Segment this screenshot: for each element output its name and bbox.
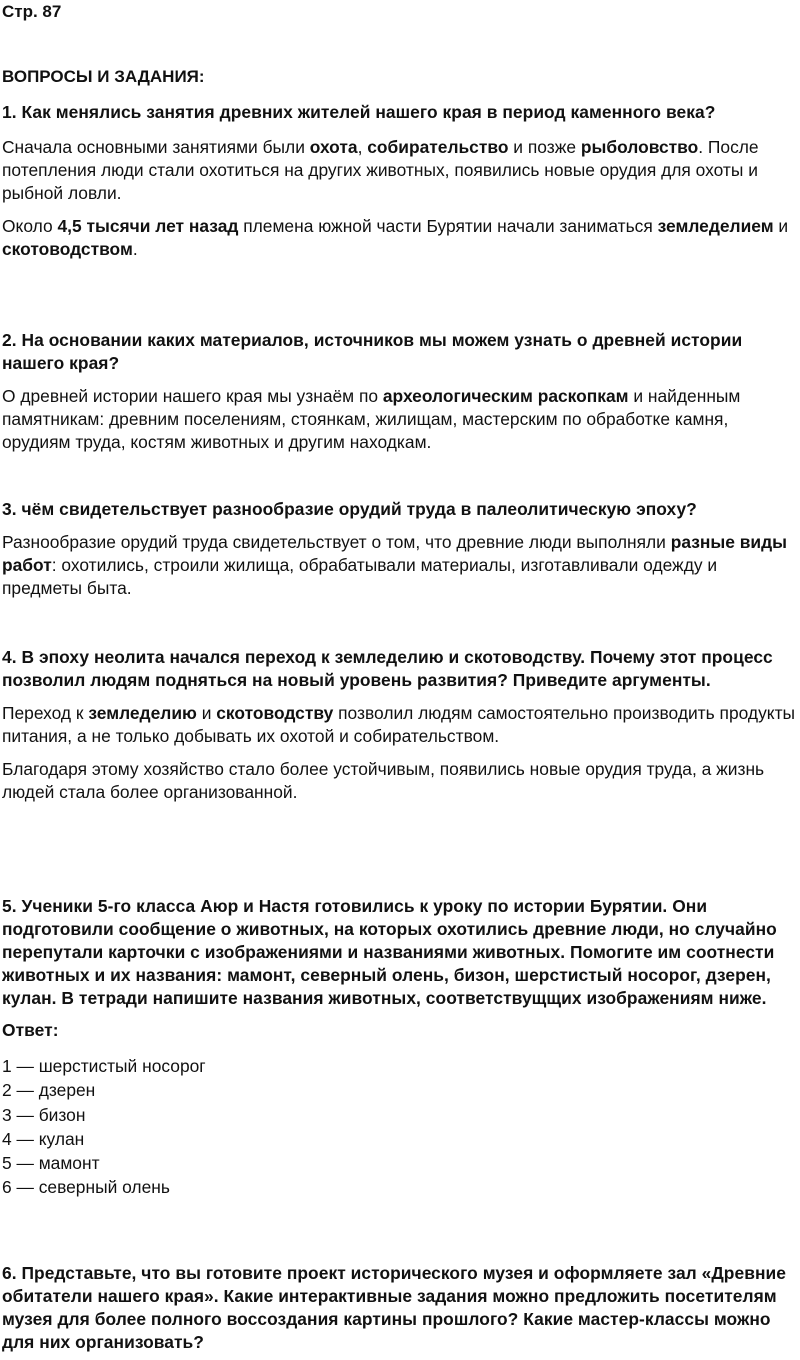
- answer-1-paragraph-1: Сначала основными занятиями были охота, собирательство и позже рыболовство. После потепления люди стали охотиться на других животных, появились новые орудия для охоты и рыбной ловли.: [2, 137, 759, 203]
- question-block-2: [2, 329, 798, 454]
- answer-3-paragraph-1: Разнообразие орудий труда свидетельствует о том, что древние люди выполняли разные виды работ: охотились, строили жилища, обрабатывали материалы, изготавливали одежду и предметы быта.: [2, 532, 788, 598]
- answer-1-paragraph-2: Около 4,5 тысячи лет назад племена южной части Бурятии начали заниматься земледелием и скотоводством.: [2, 216, 789, 259]
- answer-4-paragraph-2: Благодаря этому хозяйство стало более устойчивым, появились новые орудия труда, а жизнь людей стала более организованной.: [2, 759, 765, 802]
- question-block-3: [2, 498, 798, 600]
- question-block-4: [2, 646, 798, 804]
- question-block-6: [2, 1262, 798, 1354]
- question-6-text: 6. Представьте, что вы готовите проект исторического музея и оформляете зал «Древние обитатели нашего края». Какие интерактивные задания можно предложить посетителям музея для более полного воссоздания картины прошлого? Какие мастер-классы можно для них организовать?: [2, 1263, 786, 1352]
- answer-2-paragraph-1: О древней истории нашего края мы узнаём по археологическим раскопкам и найденным памятникам: древним поселениям, стоянкам, жилищам, мастерским по обработке камня, орудиям труда, костям животных и другим находкам.: [2, 386, 741, 452]
- question-5-text: 5. Ученики 5-го класса Аюр и Настя готовились к уроку по истории Бурятии. Они подготовили сообщение о животных, на которых охотились древние люди, но случайно перепутали карточки с изображениями и названиями животных. Помогите им соотнести животных и их названия: мамонт, северный олень, бизон, шерстистый носорог, дзерен, кулан. В тетради напишите названия животных, соответствущщих изображениям ниже.: [2, 896, 777, 1008]
- answer-label: Ответ:: [2, 1020, 59, 1040]
- question-3-text: 3. чём свидетельствует разнообразие орудий труда в палеолитическую эпоху?: [2, 499, 697, 519]
- answer-4-paragraph-1: Переход к земледелию и скотоводству позволил людям самостоятельно производить продукты питания, а не только добывать их охотой и собирательством.: [2, 703, 796, 746]
- list-item: 1 — шерстистый носорог: [2, 1056, 206, 1076]
- list-item: 3 — бизон: [2, 1104, 86, 1125]
- question-block-5: [2, 895, 798, 1200]
- answer-list: [2, 1054, 798, 1200]
- question-4-text: 4. В эпоху неолита начался переход к земледелию и скотоводству. Почему этот процесс позволил людям подняться на новый уровень развития? Приведите аргументы.: [2, 647, 773, 690]
- question-block-1: [2, 101, 798, 261]
- section-heading: ВОПРОСЫ И ЗАДАНИЯ:: [2, 67, 205, 86]
- page-number: Стр. 87: [2, 2, 62, 21]
- list-item: 6 — северный олень: [2, 1177, 170, 1198]
- list-item: 4 — кулан: [2, 1128, 85, 1149]
- question-2-text: 2. На основании каких материалов, источников мы можем узнать о древней истории нашего края?: [2, 330, 743, 373]
- list-item: 2 — дзерен: [2, 1080, 96, 1101]
- question-1-text: 1. Как менялись занятия древних жителей нашего края в период каменного века?: [2, 102, 716, 122]
- list-item: 5 — мамонт: [2, 1153, 100, 1174]
